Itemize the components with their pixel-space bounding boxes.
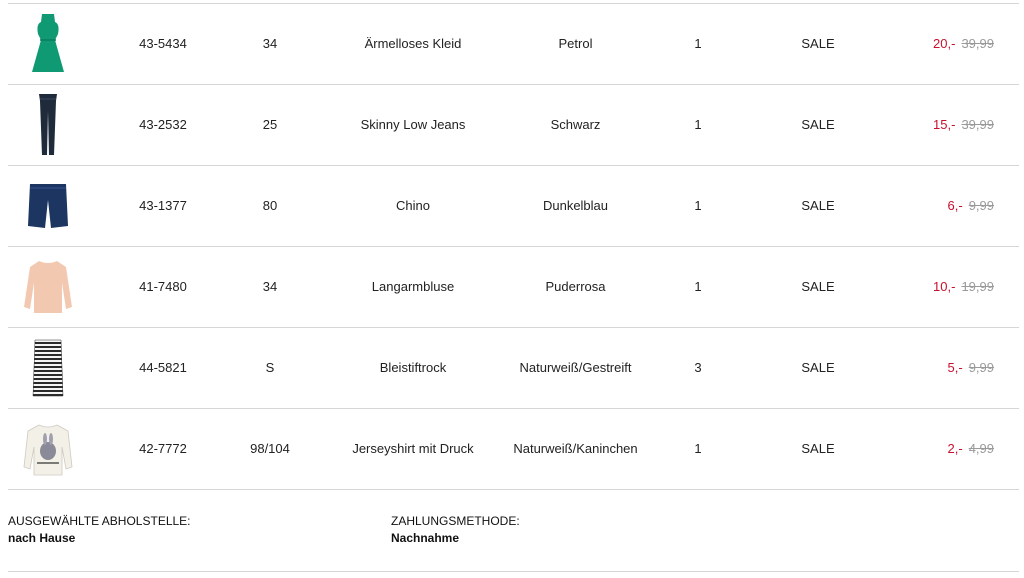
product-image[interactable]	[22, 166, 74, 246]
product-image[interactable]	[22, 4, 74, 84]
sale-price: 20,-	[933, 36, 956, 51]
product-name[interactable]: Langarmbluse	[371, 279, 455, 294]
printed-shirt-icon	[22, 415, 74, 483]
quantity-value: 1	[694, 279, 702, 294]
product-image[interactable]	[22, 85, 74, 165]
original-price: 39,99	[961, 117, 994, 132]
product-name[interactable]: Bleistiftrock	[379, 360, 447, 375]
payment-label: ZAHLUNGSMETHODE:	[391, 514, 520, 528]
original-price: 9,99	[968, 198, 994, 213]
product-name[interactable]: Chino	[396, 198, 430, 213]
article-number: 41-7480	[139, 279, 187, 294]
status-badge: SALE	[801, 36, 835, 51]
pickup-location	[8, 513, 191, 547]
table-row	[8, 85, 1019, 166]
divider	[8, 571, 1019, 572]
product-image[interactable]	[22, 409, 74, 489]
article-number: 43-1377	[139, 198, 187, 213]
order-items-table	[8, 3, 1019, 490]
table-row	[8, 328, 1019, 409]
sale-price: 6,-	[947, 198, 963, 213]
table-row	[8, 247, 1019, 328]
original-price: 19,99	[961, 279, 994, 294]
size-value: 98/104	[250, 441, 290, 456]
status-badge: SALE	[801, 279, 835, 294]
chino-shorts-icon	[22, 172, 74, 240]
original-price: 9,99	[968, 360, 994, 375]
color-value: Dunkelblau	[542, 198, 609, 213]
skinny-jeans-icon	[22, 91, 74, 159]
sale-price: 2,-	[947, 441, 963, 456]
product-image[interactable]	[22, 328, 74, 408]
striped-skirt-icon	[22, 334, 74, 402]
status-badge: SALE	[801, 117, 835, 132]
article-number: 43-2532	[139, 117, 187, 132]
sale-price: 15,-	[933, 117, 956, 132]
size-value: 34	[262, 36, 278, 51]
product-name[interactable]: Jerseyshirt mit Druck	[352, 441, 474, 456]
status-badge: SALE	[801, 360, 835, 375]
price	[888, 409, 994, 489]
size-value: 34	[262, 279, 278, 294]
price	[888, 328, 994, 408]
price	[888, 4, 994, 84]
status-badge: SALE	[801, 198, 835, 213]
green-dress-icon	[22, 10, 74, 78]
table-row	[8, 409, 1019, 490]
color-value: Petrol	[558, 36, 593, 51]
article-number: 44-5821	[139, 360, 187, 375]
pickup-label: AUSGEWÄHLTE ABHOLSTELLE:	[8, 514, 191, 528]
original-price: 4,99	[968, 441, 994, 456]
original-price: 39,99	[961, 36, 994, 51]
quantity-value: 1	[694, 198, 702, 213]
color-value: Schwarz	[550, 117, 601, 132]
payment-value: Nachnahme	[391, 531, 460, 545]
table-row	[8, 166, 1019, 247]
article-number: 42-7772	[139, 441, 187, 456]
pickup-value: nach Hause	[8, 531, 76, 545]
quantity-value: 3	[694, 360, 702, 375]
table-row	[8, 4, 1019, 85]
product-name[interactable]: Ärmelloses Kleid	[364, 36, 462, 51]
blouse-icon	[22, 253, 74, 321]
product-name[interactable]: Skinny Low Jeans	[360, 117, 466, 132]
price	[888, 166, 994, 246]
color-value: Puderrosa	[545, 279, 606, 294]
status-badge: SALE	[801, 441, 835, 456]
color-value: Naturweiß/Kaninchen	[513, 441, 638, 456]
product-image[interactable]	[22, 247, 74, 327]
payment-method	[391, 513, 520, 547]
sale-price: 10,-	[933, 279, 956, 294]
quantity-value: 1	[694, 117, 702, 132]
size-value: S	[265, 360, 275, 375]
color-value: Naturweiß/Gestreift	[519, 360, 632, 375]
price	[888, 85, 994, 165]
sale-price: 5,-	[947, 360, 963, 375]
price	[888, 247, 994, 327]
size-value: 25	[262, 117, 278, 132]
size-value: 80	[262, 198, 278, 213]
quantity-value: 1	[694, 36, 702, 51]
quantity-value: 1	[694, 441, 702, 456]
article-number: 43-5434	[139, 36, 187, 51]
